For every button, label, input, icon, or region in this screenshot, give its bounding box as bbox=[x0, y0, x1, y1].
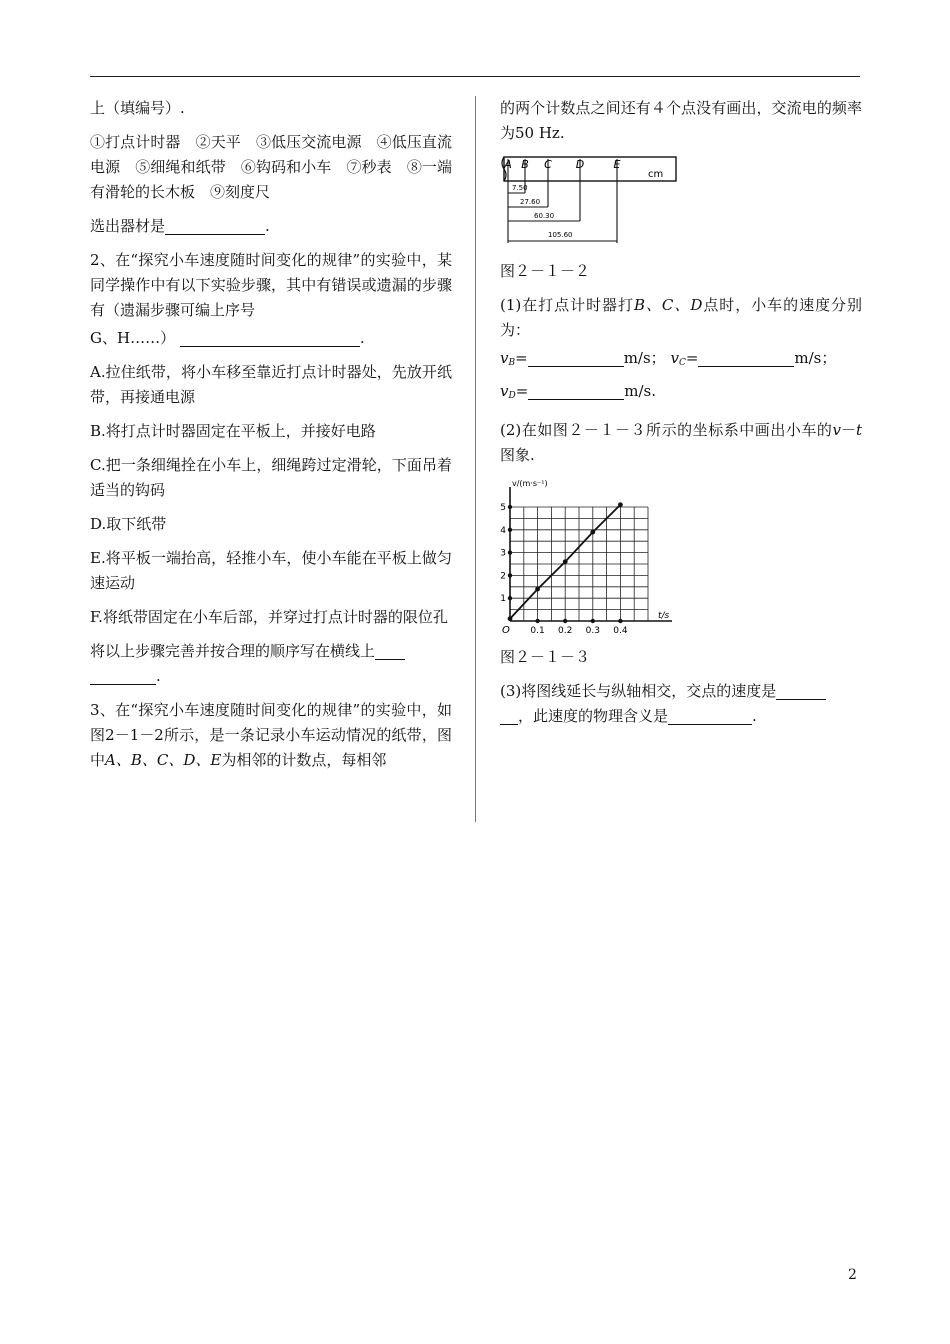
q2-order-line: 将以上步骤完善并按合理的顺序写在横线上 . bbox=[90, 639, 452, 689]
q3-stem: 3、在“探究小车速度随时间变化的规律”的实验中，如图2－1－2所示，是一条记录小车运动情况的纸带，图中A、B、C、D、E为相邻的计数点，每相邻 bbox=[90, 701, 452, 769]
data-point bbox=[618, 502, 623, 507]
vt-chart bbox=[500, 477, 680, 637]
x-tick-dot bbox=[535, 619, 539, 623]
x-tick-label: 0.4 bbox=[613, 626, 628, 636]
step-c: C.把一条细绳拴在小车上，细绳跨过定滑轮，下面吊着适当的钩码 bbox=[90, 456, 452, 499]
tape-figure bbox=[500, 155, 680, 247]
y-tick-dot bbox=[508, 505, 512, 509]
tape-label-c: C bbox=[544, 158, 552, 171]
tape-label-b: B bbox=[521, 158, 529, 171]
data-point bbox=[508, 616, 513, 621]
q1-answer-line: 选出器材是 . bbox=[90, 217, 270, 235]
page-number: 2 bbox=[848, 1267, 857, 1283]
left-column bbox=[90, 96, 452, 782]
y-tick-dot bbox=[508, 550, 512, 554]
vc-blank[interactable] bbox=[698, 349, 794, 367]
q2-order-blank-b[interactable] bbox=[90, 667, 156, 685]
sub3-blank-c[interactable] bbox=[668, 707, 752, 725]
x-tick-label: 0.1 bbox=[530, 626, 545, 636]
measure-ac: 27.60 bbox=[520, 198, 541, 206]
y-tick-label: 5 bbox=[500, 503, 506, 513]
y-tick-label: 3 bbox=[500, 548, 506, 559]
data-point bbox=[590, 530, 595, 535]
step-f: F.将纸带固定在小车后部，并穿过打点计时器的限位孔 bbox=[90, 608, 448, 626]
vd-blank[interactable] bbox=[528, 382, 624, 400]
y-tick-label: 2 bbox=[500, 571, 506, 582]
q1-options: ①打点计时器 ②天平 ③低压交流电源 ④低压直流电源 ⑤细绳和纸带 ⑥钩码和小车 ⑦秒表 ⑧一端有滑轮的长木板 ⑨刻度尺 bbox=[90, 133, 452, 201]
q2-stem: 2、在“探究小车速度随时间变化的规律”的实验中，某同学操作中有以下实验步骤，其中有错误或遗漏的步骤有（遗漏步骤可编上序号 bbox=[90, 251, 452, 319]
q2-blank[interactable] bbox=[180, 329, 360, 347]
q2-stem-tail-line: G、H……） . bbox=[90, 329, 365, 347]
q1-tail: 上（填编号）. bbox=[90, 99, 185, 117]
y-tick-dot bbox=[508, 596, 512, 600]
y-tick-dot bbox=[508, 573, 512, 577]
tape-label-e: E bbox=[613, 158, 621, 171]
x-tick-label: 0.3 bbox=[585, 626, 600, 636]
q2-order-blank-a[interactable] bbox=[375, 642, 405, 660]
x-tick-label: 0.2 bbox=[558, 626, 573, 636]
sub3-blank-b[interactable] bbox=[500, 707, 518, 725]
step-b: B.将打点计时器固定在平板上，并接好电路 bbox=[90, 422, 376, 440]
sub1-stem: (1)在打点计时器打B、C、D点时，小车的速度分别为： bbox=[500, 296, 862, 339]
step-a: A.拉住纸带，将小车移至靠近打点计时器处，先放开纸带，再接通电源 bbox=[90, 363, 452, 406]
column-divider bbox=[475, 96, 476, 822]
x-tick-dot bbox=[591, 619, 595, 623]
measure-ae: 105.60 bbox=[548, 231, 573, 239]
x-tick-dot bbox=[618, 619, 622, 623]
q1-blank[interactable] bbox=[165, 217, 265, 235]
x-axis-label: t/s bbox=[658, 611, 670, 621]
step-e: E.将平板一端抬高，轻推小车，使小车能在平板上做匀速运动 bbox=[90, 549, 452, 592]
q3-continuation: 的两个计数点之间还有４个点没有画出，交流电的频率为50 Hz. bbox=[500, 99, 862, 142]
sub1-vd-line: $v_D= m/s$. bbox=[500, 382, 657, 401]
tape-unit: cm bbox=[648, 169, 664, 180]
data-point bbox=[535, 587, 540, 592]
tape-label-d: D bbox=[575, 158, 585, 171]
measure-ab: 7.50 bbox=[512, 184, 528, 192]
fig1-caption: 图２－１－２ bbox=[500, 262, 591, 280]
y-tick-label: 1 bbox=[500, 594, 506, 605]
sub3-blank-a[interactable] bbox=[776, 682, 826, 700]
chart-grid bbox=[510, 507, 648, 621]
data-point bbox=[563, 559, 568, 564]
sub2-stem: (2)在如图２－１－３所示的坐标系中画出小车的v－t图象. bbox=[500, 421, 862, 464]
y-axis-label: v/(m·s⁻¹) bbox=[512, 479, 548, 488]
y-tick-dot bbox=[508, 528, 512, 532]
y-tick-label: 4 bbox=[500, 525, 506, 536]
right-column bbox=[500, 96, 862, 738]
vb-blank[interactable] bbox=[528, 349, 624, 367]
sub1-vb-vc-line: $v_B= m/s$； $v_C= m/s$； bbox=[500, 349, 837, 368]
x-tick-dot bbox=[563, 619, 567, 623]
origin-label: O bbox=[502, 625, 510, 636]
fig2-caption: 图２－１－３ bbox=[500, 648, 591, 666]
header-rule bbox=[90, 76, 860, 77]
sub3-stem: (3)将图线延长与纵轴相交，交点的速度是 ，此速度的物理含义是 . bbox=[500, 679, 862, 729]
step-d: D.取下纸带 bbox=[90, 515, 167, 533]
measure-ad: 60.30 bbox=[534, 212, 555, 220]
tape-label-a: A bbox=[504, 158, 512, 171]
